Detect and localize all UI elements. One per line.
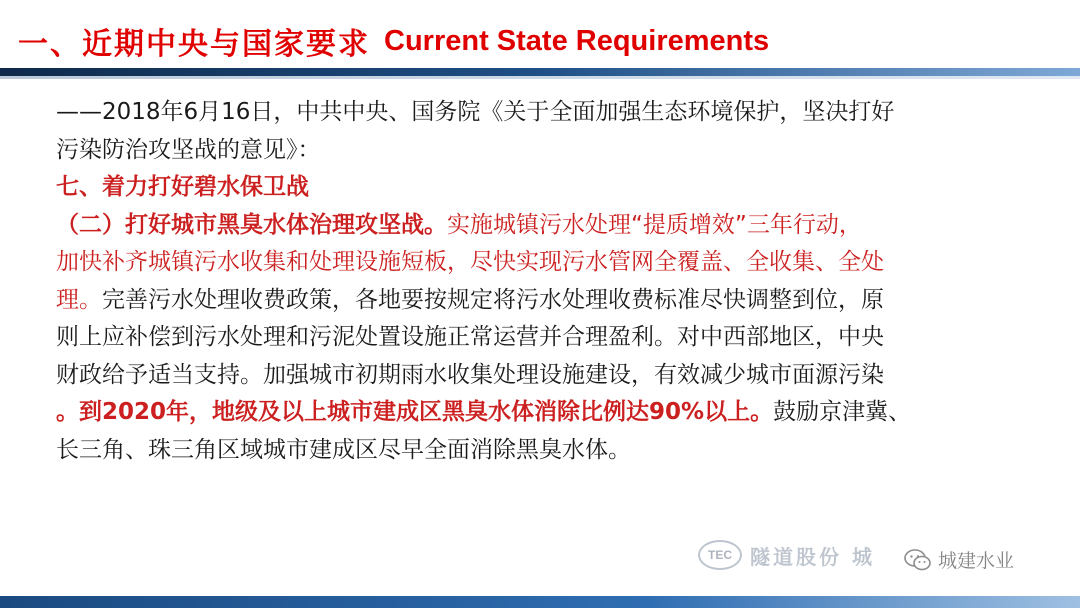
subsection-heading: （二）打好城市黑臭水体治理攻坚战。	[56, 211, 447, 238]
slide-body	[56, 94, 1024, 469]
company-logo-watermark	[698, 540, 875, 570]
body-line-6	[56, 282, 1024, 320]
company-logo-text: 隧道股份 城	[750, 544, 875, 569]
highlight-target: 。到2020年，地级及以上城市建成区黑臭水体消除比例达90%以上。	[56, 399, 774, 425]
body-line-2: 污染防治攻坚战的意见》：	[56, 136, 321, 163]
highlight-text-2: 理。	[56, 286, 102, 313]
body-line-9	[56, 394, 1024, 432]
body-line-5: 加快补齐城镇污水收集和处理设施短板，尽快实现污水管网全覆盖、全收集、全处	[56, 249, 884, 275]
body-text-9: 鼓励京津冀、	[773, 399, 912, 425]
wechat-watermark	[904, 546, 1014, 573]
section-heading: 七、着力打好碧水保卫战	[56, 174, 309, 200]
title-divider-shadow	[0, 76, 1080, 79]
bottom-divider-band	[0, 596, 1080, 608]
wechat-account-name: 城建水业	[938, 550, 1015, 572]
highlight-text-1: 实施城镇污水处理“提质增效”三年行动，	[447, 211, 862, 238]
tec-logo-icon: TEC	[698, 540, 742, 570]
body-line-7: 则上应补偿到污水处理和污泥处置设施正常运营并合理盈利。对中西部地区，中央	[56, 324, 884, 350]
body-line-10: 长三角、珠三角区域城市建成区尽早全面消除黑臭水体。	[56, 436, 631, 463]
body-line-4	[56, 207, 1024, 245]
body-line-1: ——2018年6月16日，中共中央、国务院《关于全面加强生态环境保护，坚决打好	[56, 99, 895, 125]
body-text-6: 完善污水处理收费政策，各地要按规定将污水处理收费标准尽快调整到位，原	[102, 286, 884, 313]
title-divider-band	[0, 68, 1080, 76]
title-english: Current State Requirements	[384, 24, 770, 57]
title-chinese: 一、近期中央与国家要求	[18, 27, 370, 62]
wechat-icon	[904, 548, 932, 572]
slide-title	[18, 20, 769, 62]
body-line-8: 财政给予适当支持。加强城市初期雨水收集处理设施建设，有效减少城市面源污染	[56, 361, 884, 388]
